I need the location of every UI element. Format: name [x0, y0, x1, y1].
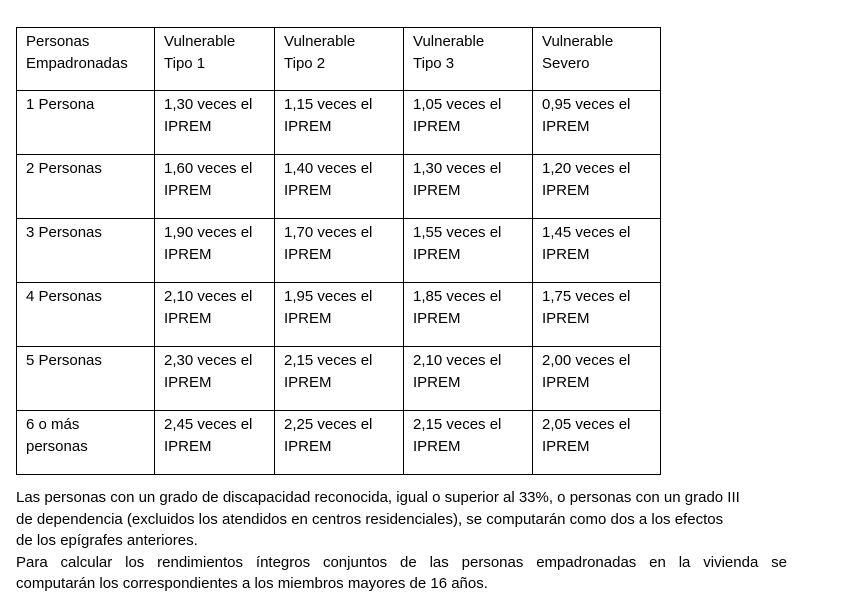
header-cell [404, 28, 533, 91]
table-cell [155, 155, 275, 219]
table-cell [17, 155, 155, 219]
table-cell [275, 283, 404, 347]
cell-line: IPREM [542, 373, 590, 391]
text-line: de los epígrafes anteriores. [16, 532, 198, 550]
cell-line: IPREM [413, 373, 461, 391]
cell-line: IPREM [284, 181, 332, 199]
table-cell [275, 155, 404, 219]
cell-line: Vulnerable [284, 33, 356, 50]
cell-line: 2,15 veces el [413, 416, 502, 433]
cell-line: IPREM [164, 181, 212, 199]
header-cell [17, 28, 155, 91]
text-line: Las personas con un grado de discapacidad reconocida, igual o superior al 33%, o personas con un grado III [16, 489, 740, 506]
cell-line: 1,55 veces el [413, 224, 502, 241]
cell-line: 1,30 veces el [413, 160, 502, 177]
table-row [17, 155, 661, 219]
table-cell [155, 347, 275, 411]
table-cell [17, 283, 155, 347]
table-cell [275, 347, 404, 411]
cell-line: 1,60 veces el [164, 160, 253, 177]
table-row [17, 411, 661, 475]
cell-line: Tipo 1 [164, 54, 206, 72]
table-cell [17, 411, 155, 475]
table-cell [155, 411, 275, 475]
cell-line: 1,45 veces el [542, 224, 631, 241]
table-cell [155, 283, 275, 347]
cell-line: 2 Personas [26, 160, 102, 177]
table-cell [404, 155, 533, 219]
table-row [17, 347, 661, 411]
table-cell [17, 91, 155, 155]
cell-line: Severo [542, 54, 590, 72]
cell-line: Tipo 3 [413, 54, 455, 72]
cell-line: IPREM [542, 245, 590, 263]
cell-line: 2,15 veces el [284, 352, 373, 369]
body-text [16, 487, 787, 595]
cell-line: IPREM [284, 437, 332, 455]
cell-line: 1,15 veces el [284, 96, 373, 113]
cell-line: 1,85 veces el [413, 288, 502, 305]
table-cell [533, 155, 661, 219]
table-cell [404, 91, 533, 155]
cell-line: 2,45 veces el [164, 416, 253, 433]
table-cell [404, 283, 533, 347]
table-cell [533, 219, 661, 283]
table-cell [404, 411, 533, 475]
cell-line: IPREM [542, 181, 590, 199]
table-cell [17, 347, 155, 411]
cell-line: IPREM [413, 245, 461, 263]
cell-line: 2,00 veces el [542, 352, 631, 369]
cell-line: 3 Personas [26, 224, 102, 241]
cell-line: 1 Persona [26, 96, 95, 113]
cell-line: Vulnerable [542, 33, 614, 50]
cell-line: 1,95 veces el [284, 288, 373, 305]
cell-line: IPREM [542, 117, 590, 135]
cell-line: IPREM [284, 373, 332, 391]
table-cell [155, 91, 275, 155]
cell-line: IPREM [413, 309, 461, 327]
table-cell [533, 411, 661, 475]
cell-line: IPREM [413, 181, 461, 199]
cell-line: 2,10 veces el [413, 352, 502, 369]
cell-line: 1,40 veces el [284, 160, 373, 177]
cell-line: 1,70 veces el [284, 224, 373, 241]
table-row [17, 283, 661, 347]
cell-line: Empadronadas [26, 54, 128, 72]
cell-line: IPREM [413, 117, 461, 135]
cell-line: IPREM [284, 117, 332, 135]
table-cell [404, 219, 533, 283]
cell-line: Tipo 2 [284, 54, 326, 72]
cell-line: 1,90 veces el [164, 224, 253, 241]
table-row [17, 91, 661, 155]
cell-line: IPREM [164, 373, 212, 391]
cell-line: IPREM [542, 309, 590, 327]
cell-line: 1,20 veces el [542, 160, 631, 177]
header-cell [155, 28, 275, 91]
cell-line: Vulnerable [164, 33, 236, 50]
cell-line: 2,05 veces el [542, 416, 631, 433]
cell-line: IPREM [164, 245, 212, 263]
cell-line: 1,05 veces el [413, 96, 502, 113]
header-cell [533, 28, 661, 91]
table-cell [275, 91, 404, 155]
table-cell [533, 347, 661, 411]
cell-line: 6 o más [26, 416, 80, 433]
table-cell [533, 283, 661, 347]
cell-line: IPREM [164, 117, 212, 135]
ingresos-table [16, 27, 661, 475]
cell-line: 5 Personas [26, 352, 102, 369]
table-row [17, 219, 661, 283]
cell-line: personas [26, 437, 88, 455]
cell-line: Personas [26, 33, 90, 50]
text-line: de dependencia (excluidos los atendidos en centros residenciales), se computarán como dos a los efectos [16, 510, 724, 528]
text-line: Para calcular los rendimientos íntegros conjuntos de las personas empadronadas en la vivienda se [16, 553, 787, 571]
cell-line: IPREM [284, 309, 332, 327]
table-cell [533, 91, 661, 155]
table-cell [17, 219, 155, 283]
cell-line: 1,30 veces el [164, 96, 253, 113]
cell-line: Vulnerable [413, 33, 485, 50]
cell-line: 1,75 veces el [542, 288, 631, 305]
cell-line: 4 Personas [26, 288, 102, 305]
cell-line: 2,30 veces el [164, 352, 253, 369]
cell-line: 2,25 veces el [284, 416, 373, 433]
paragraph-rendimientos [16, 552, 787, 595]
header-row [17, 28, 661, 91]
table-cell [404, 347, 533, 411]
cell-line: IPREM [413, 437, 461, 455]
paragraph-discapacidad [16, 487, 787, 552]
cell-line: IPREM [542, 437, 590, 455]
cell-line: IPREM [164, 437, 212, 455]
table-cell [275, 219, 404, 283]
text-line: computarán los correspondientes a los miembros mayores de 16 años. [16, 575, 488, 593]
table-cell [275, 411, 404, 475]
header-cell [275, 28, 404, 91]
cell-line: IPREM [164, 309, 212, 327]
cell-line: 0,95 veces el [542, 96, 631, 113]
cell-line: IPREM [284, 245, 332, 263]
table-cell [155, 219, 275, 283]
cell-line: 2,10 veces el [164, 288, 253, 305]
